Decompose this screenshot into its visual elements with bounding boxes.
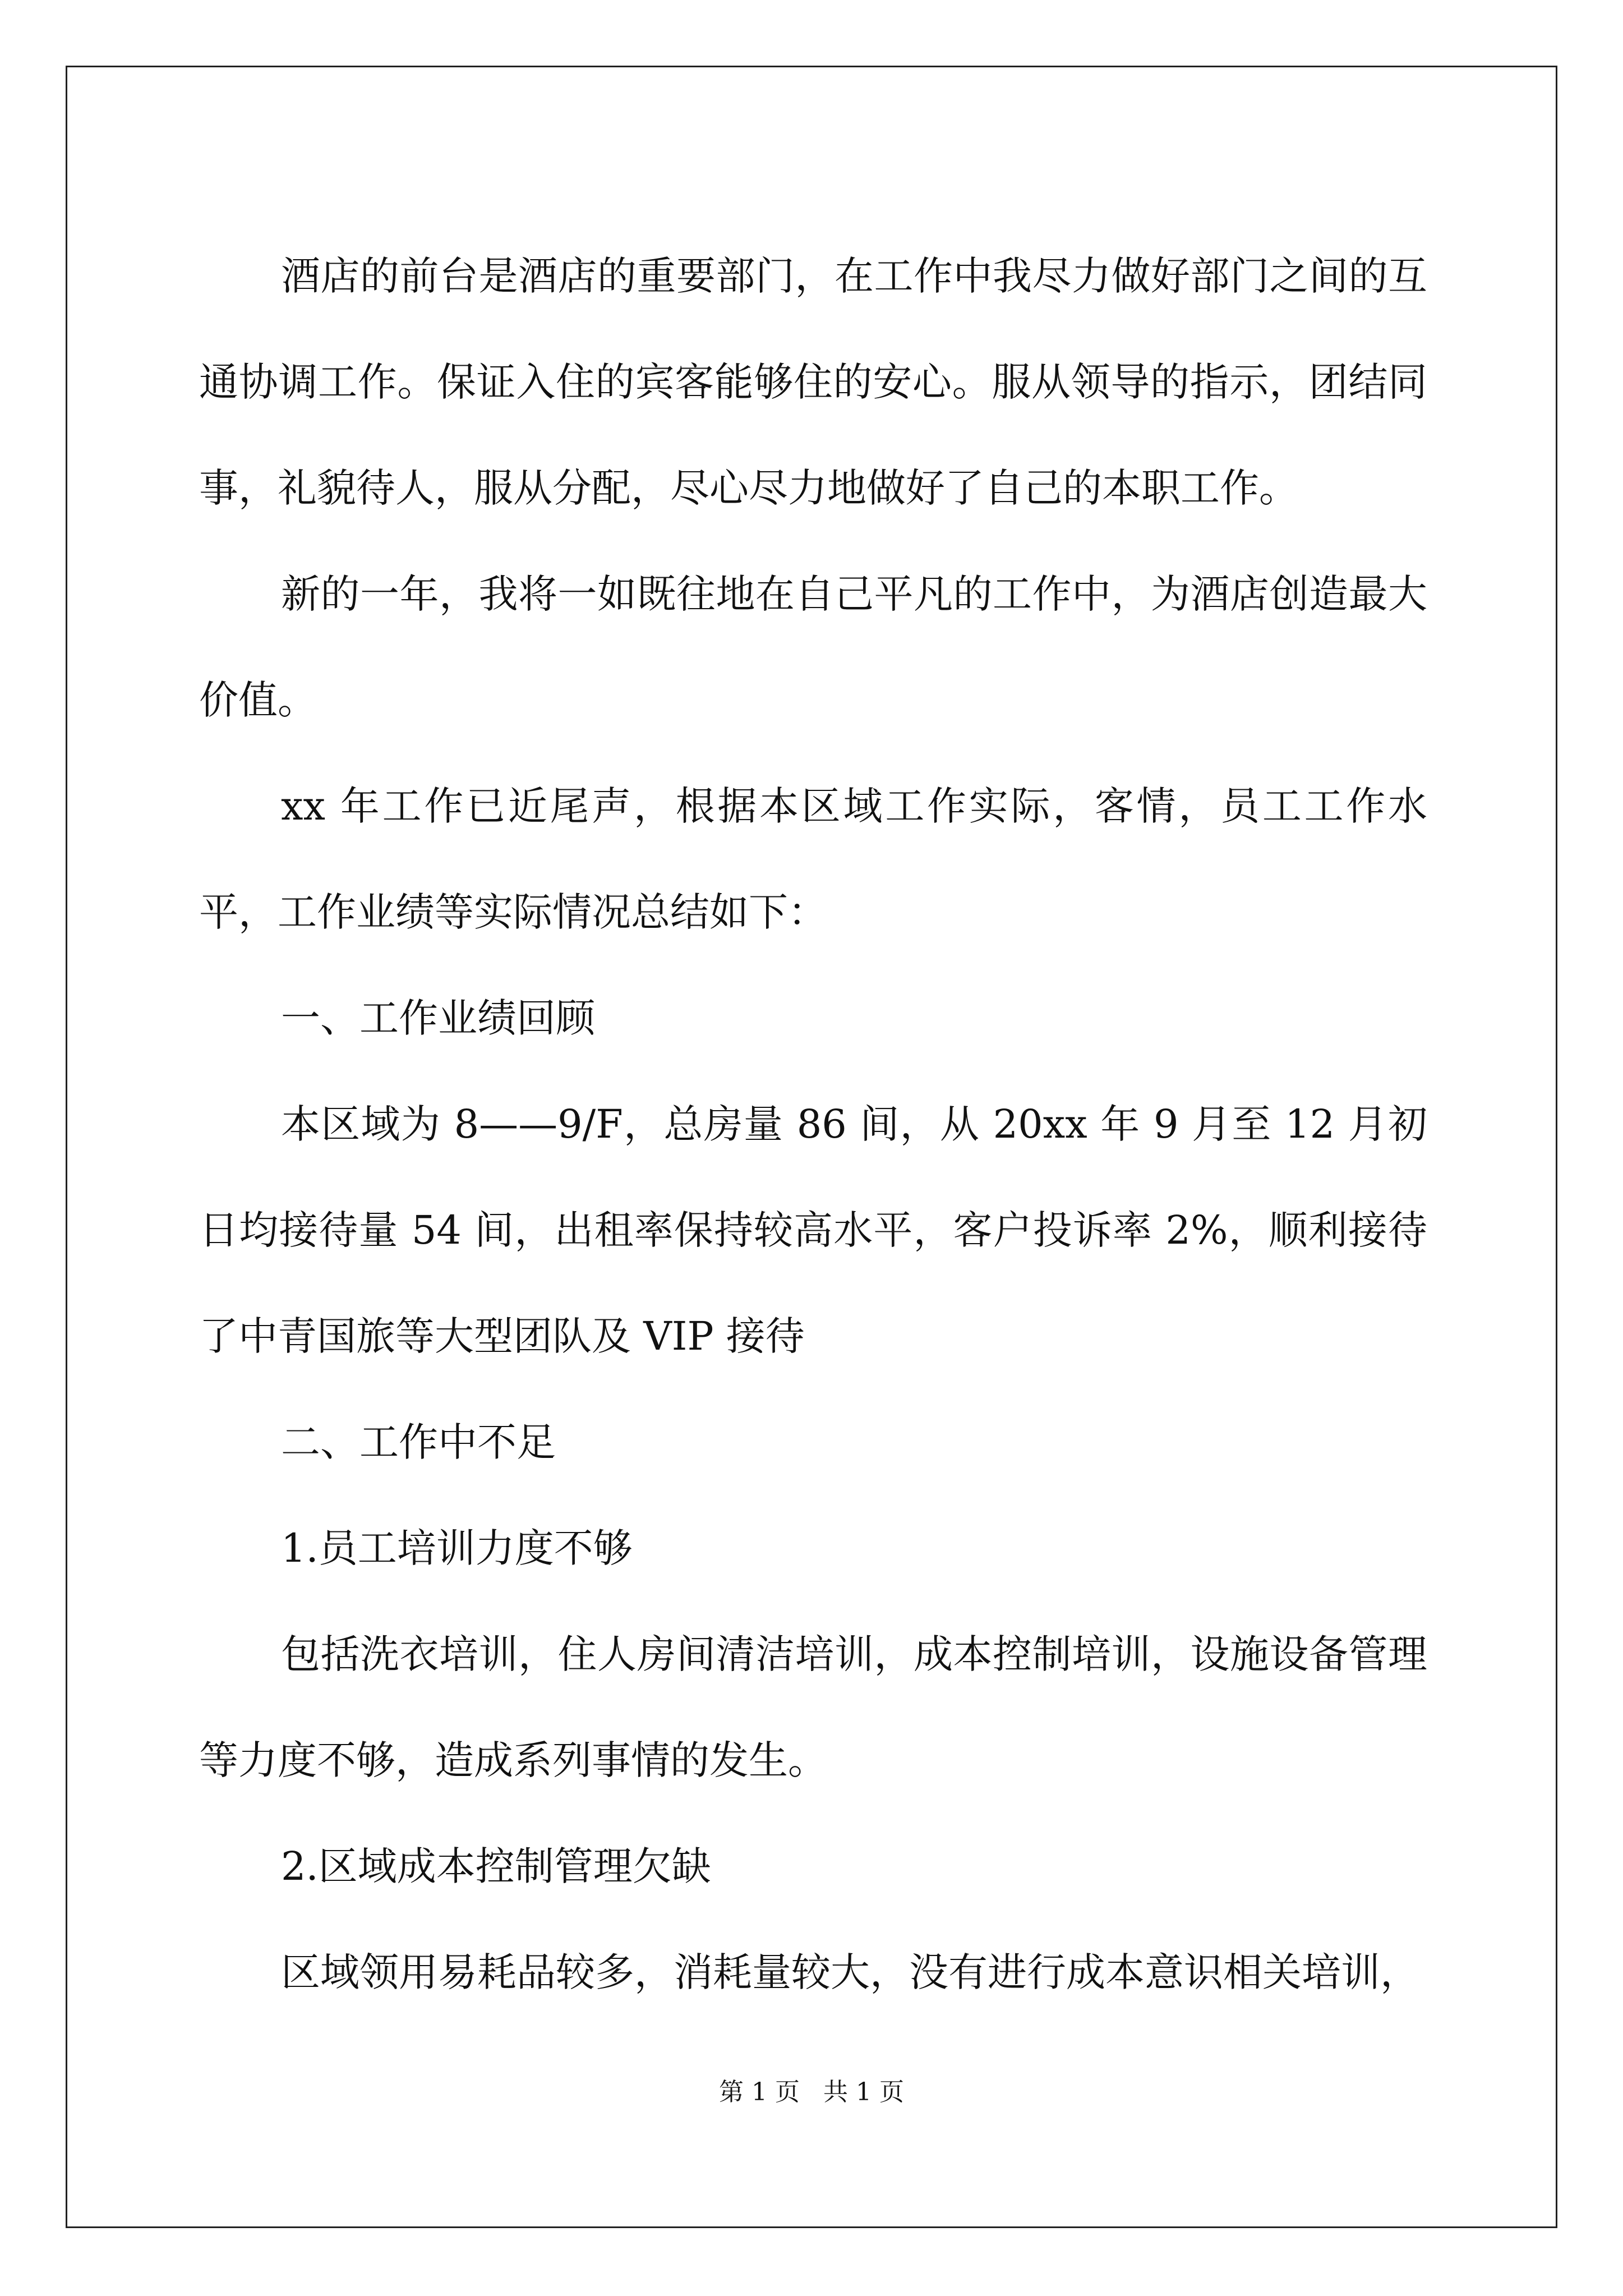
section-heading-shortcomings: 二、工作中不足 bbox=[281, 1419, 556, 1465]
paragraph-new-year: 新的一年，我将一如既往地在自己平凡的工作中，为酒店创造最大价值。 bbox=[199, 571, 1427, 723]
subheading-training: 1.员工培训力度不够 bbox=[281, 1525, 633, 1571]
section-heading-review: 一、工作业绩回顾 bbox=[281, 995, 595, 1041]
paragraph-performance: 本区域为 8——9/F，总房量 86 间，从 20xx 年 9 月至 12 月初日均接待量 54 间，出租率保持较高水平，客户投诉率 2%，顺利接待了中青国旅等大型团队及 VIP 接待 bbox=[199, 1101, 1427, 1359]
paragraph-training: 包括洗衣培训，住人房间清洁培训，成本控制培训，设施设备管理等力度不够，造成系列事情的发生。 bbox=[199, 1631, 1427, 1783]
document-body bbox=[199, 223, 1427, 2026]
subheading-cost-control: 2.区域成本控制管理欠缺 bbox=[281, 1843, 711, 1889]
paragraph-cost-control: 区域领用易耗品较多，消耗量较大，没有进行成本意识相关培训， bbox=[281, 1949, 1419, 1995]
page-footer: 第 1 页 共 1 页 bbox=[719, 2078, 904, 2106]
paragraph-summary-intro: xx 年工作已近尾声，根据本区域工作实际，客情，员工工作水平，工作业绩等实际情况总结如下： bbox=[199, 783, 1427, 935]
paragraph-front-desk: 酒店的前台是酒店的重要部门，在工作中我尽力做好部门之间的互通协调工作。保证入住的宾客能够住的安心。服从领导的指示，团结同事，礼貌待人，服从分配，尽心尽力地做好了自己的本职工作。 bbox=[199, 253, 1427, 511]
